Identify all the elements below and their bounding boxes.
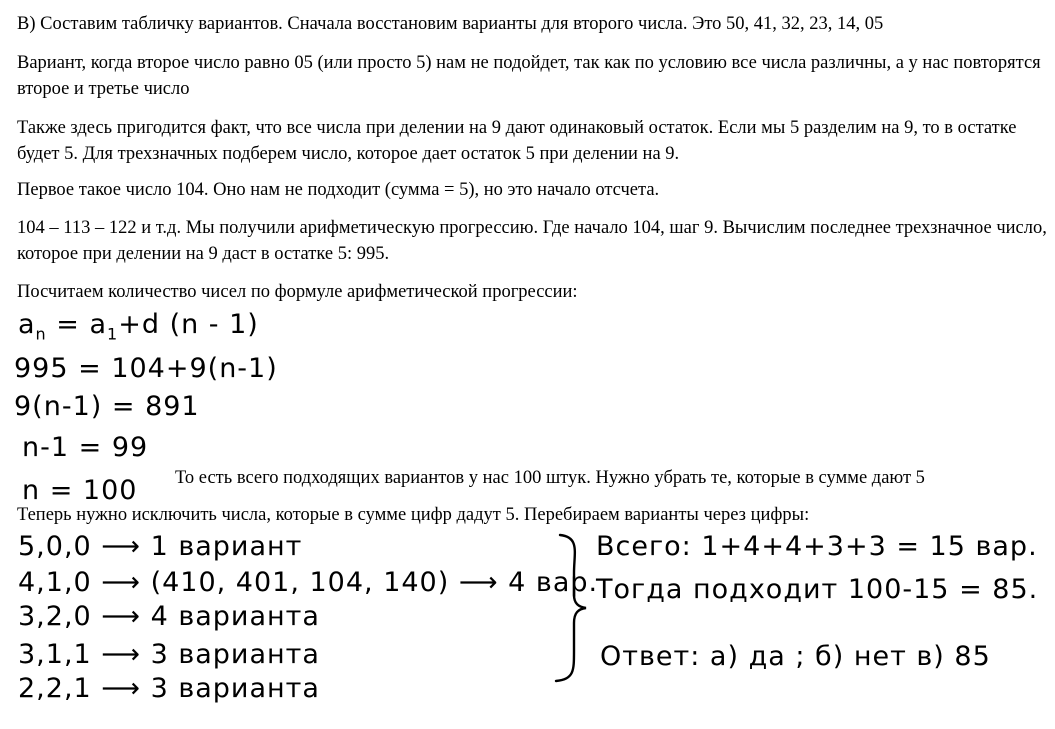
formula-step-99: n-1 = 99: [22, 432, 149, 463]
case-410: 4,1,0 ⟶ (410, 401, 104, 140) ⟶ 4 вар.: [18, 567, 599, 598]
formula-a1-sub: 1: [107, 324, 119, 344]
formula-substitution: 995 = 104+9(n-1): [14, 353, 278, 384]
formula-step-891: 9(n-1) = 891: [14, 391, 200, 422]
formula-eq-a: = a: [46, 309, 108, 340]
case-311: 3,1,1 ⟶ 3 варианта: [18, 639, 320, 670]
paragraph-exclude-05: Вариант, когда второе число равно 05 (или просто 5) нам не подойдет, так как по условию все числа различны, а у нас повторятся второе и третье число: [17, 53, 1041, 99]
paragraph-count-formula: Посчитаем количество чисел по формуле арифметической прогрессии:: [17, 282, 578, 302]
formula-result-100: n = 100: [22, 475, 138, 506]
formula-an: a: [18, 309, 36, 340]
paragraph-variants-intro: В) Составим табличку вариантов. Сначала восстановим варианты для второго числа. Это 50, 41, 32, 23, 14, 05: [17, 14, 884, 34]
case-221: 2,2,1 ⟶ 3 варианта: [18, 673, 320, 704]
paragraph-exclude-sum5: Теперь нужно исключить числа, которые в сумме цифр дадут 5. Перебираем варианты через цифры:: [17, 505, 810, 525]
summary-fit: Тогда подходит 100-15 = 85.: [596, 574, 1039, 605]
formula-an-sub: n: [35, 324, 47, 344]
formula-eq-rest: +d (n - 1): [118, 309, 259, 340]
formula-general: [18, 308, 259, 342]
paragraph-progression: 104 – 113 – 122 и т.д. Мы получили арифметическую прогрессию. Где начало 104, шаг 9. Вычислим последнее трехзначное число, которое при делении на 9 даст в остатке 5: 995.: [17, 218, 1047, 264]
case-320: 3,2,0 ⟶ 4 варианта: [18, 601, 320, 632]
paragraph-first-number: Первое такое число 104. Оно нам не подходит (сумма = 5), но это начало отсчета.: [17, 180, 660, 200]
paragraph-remainder-fact: Также здесь пригодится факт, что все числа при делении на 9 дают одинаковый остаток. Если мы 5 разделим на 9, то в остатке будет 5. Для трехзначных подберем число, которое дает остаток 5 при делении на 9.: [17, 118, 1017, 164]
summary-total: Всего: 1+4+4+3+3 = 15 вар.: [596, 531, 1038, 562]
summary-answer: Ответ: а) да ; б) нет в) 85: [600, 641, 991, 672]
case-500: 5,0,0 ⟶ 1 вариант: [18, 531, 303, 562]
curly-brace: [552, 533, 592, 683]
side-note-total: То есть всего подходящих вариантов у нас 100 штук. Нужно убрать те, которые в сумме дают 5: [175, 468, 925, 488]
